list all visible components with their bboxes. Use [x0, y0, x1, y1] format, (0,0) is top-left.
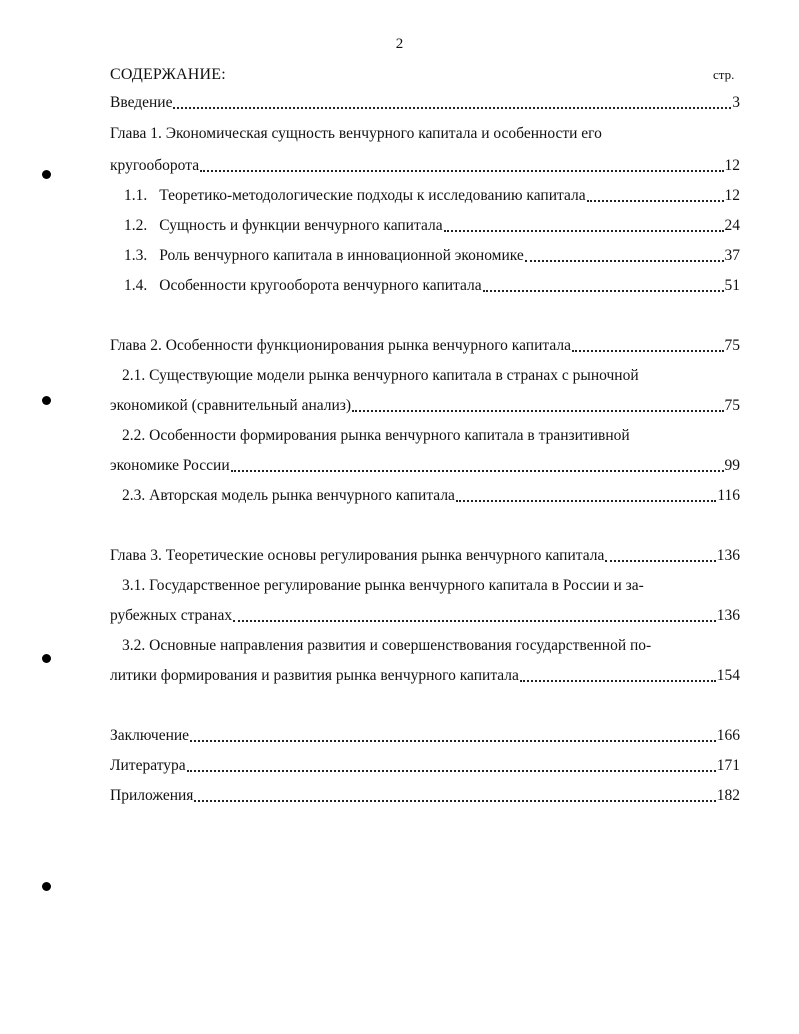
leader-dots — [572, 350, 724, 352]
section-3-2-line1: 3.2. Основные направления развития и совершенствования государственной по- — [122, 637, 652, 654]
section-2-1-line2 — [110, 396, 740, 416]
leader-dots — [587, 200, 724, 202]
section-2-1-line1: 2.1. Существующие модели рынка венчурного капитала в странах с рыночной — [122, 367, 639, 384]
toc-entry-section-1-4 — [124, 276, 740, 296]
leader-dots — [520, 680, 716, 682]
toc-entry-title: экономикой (сравнительный анализ) — [110, 397, 352, 414]
section-3-1-line2 — [110, 606, 740, 626]
toc-entry-page: 51 — [724, 277, 740, 294]
toc-entry-literature — [110, 756, 740, 776]
toc-entry-section-1-1 — [124, 186, 740, 206]
chapter-1-title-line2 — [110, 156, 740, 176]
toc-entry-section-1-2 — [124, 216, 740, 236]
toc-entry-page: 37 — [724, 247, 740, 264]
toc-entry-page: 116 — [717, 487, 740, 504]
section-2-2-line1: 2.2. Особенности формирования рынка венчурного капитала в транзитивной — [122, 427, 630, 444]
section-2-2-line2 — [110, 456, 740, 476]
binding-hole-icon — [42, 654, 51, 663]
leader-dots — [190, 740, 716, 742]
section-3-1-line1: 3.1. Государственное регулирование рынка венчурного капитала в России и за- — [122, 577, 644, 594]
toc-entry-title: экономике России — [110, 457, 230, 474]
toc-entry-title: Роль венчурного капитала в инновационной экономике — [159, 247, 524, 264]
leader-dots — [231, 470, 724, 472]
toc-entry-page: 75 — [724, 337, 740, 354]
toc-entry-title: Литература — [110, 757, 186, 774]
toc-entry-page: 3 — [732, 94, 740, 111]
toc-entry-page: 136 — [716, 547, 740, 564]
toc-entry-page: 182 — [716, 787, 740, 804]
toc-entry-page: 12 — [724, 187, 740, 204]
section-number: 1.1. — [124, 187, 148, 204]
toc-entry-page: 154 — [716, 667, 740, 684]
chapter-1-title-line1: Глава 1. Экономическая сущность венчурного капитала и особенности его — [110, 125, 602, 142]
toc-entry-intro — [110, 93, 740, 113]
toc-entry-title: 2.3. Авторская модель рынка венчурного капитала — [122, 487, 455, 504]
toc-entry-page: 171 — [716, 757, 740, 774]
binding-hole-icon — [42, 396, 51, 405]
toc-entry-title: Глава 2. Особенности функционирования рынка венчурного капитала — [110, 337, 571, 354]
leader-dots — [525, 260, 724, 262]
toc-entry-page: 75 — [724, 397, 740, 414]
page-column-label: стр. — [713, 67, 735, 82]
toc-entry-title: кругооборота — [110, 157, 200, 174]
toc-entry-title: Введение — [110, 94, 173, 111]
toc-entry-title: Приложения — [110, 787, 194, 804]
toc-entry-page: 136 — [716, 607, 740, 624]
leader-dots — [352, 410, 723, 412]
leader-dots — [483, 290, 724, 292]
leader-dots — [187, 770, 716, 772]
binding-hole-icon — [42, 882, 51, 891]
leader-dots — [233, 620, 716, 622]
toc-entry-appendices — [110, 786, 740, 806]
leader-dots — [173, 107, 731, 109]
section-number: 1.3. — [124, 247, 148, 264]
leader-dots — [194, 800, 715, 802]
section-3-2-line2 — [110, 666, 740, 686]
leader-dots — [456, 500, 716, 502]
toc-entry-page: 99 — [724, 457, 740, 474]
section-number: 1.2. — [124, 217, 148, 234]
section-number: 1.4. — [124, 277, 148, 294]
binding-hole-icon — [42, 170, 51, 179]
toc-entry-title: Особенности кругооборота венчурного капитала — [159, 277, 482, 294]
leader-dots — [605, 560, 715, 562]
leader-dots — [444, 230, 724, 232]
toc-entry-conclusion — [110, 726, 740, 746]
toc-entry-page: 166 — [716, 727, 740, 744]
toc-entry-section-2-3 — [122, 486, 740, 506]
toc-entry-title: рубежных странах — [110, 607, 233, 624]
toc-entry-page: 12 — [724, 157, 740, 174]
toc-entry-page: 24 — [724, 217, 740, 234]
toc-entry-title: Теоретико-методологические подходы к исследованию капитала — [159, 187, 586, 204]
toc-entry-chapter-3 — [110, 546, 740, 566]
toc-entry-chapter-2 — [110, 336, 740, 356]
toc-entry-title: Заключение — [110, 727, 190, 744]
toc-entry-title: Сущность и функции венчурного капитала — [159, 217, 443, 234]
toc-title: СОДЕРЖАНИЕ: — [110, 66, 226, 83]
toc-entry-title: литики формирования и развития рынка венчурного капитала — [110, 667, 519, 684]
toc-entry-section-1-3 — [124, 246, 740, 266]
leader-dots — [200, 170, 723, 172]
page-number: 2 — [395, 36, 404, 52]
toc-entry-title: Глава 3. Теоретические основы регулирования рынка венчурного капитала — [110, 547, 605, 564]
